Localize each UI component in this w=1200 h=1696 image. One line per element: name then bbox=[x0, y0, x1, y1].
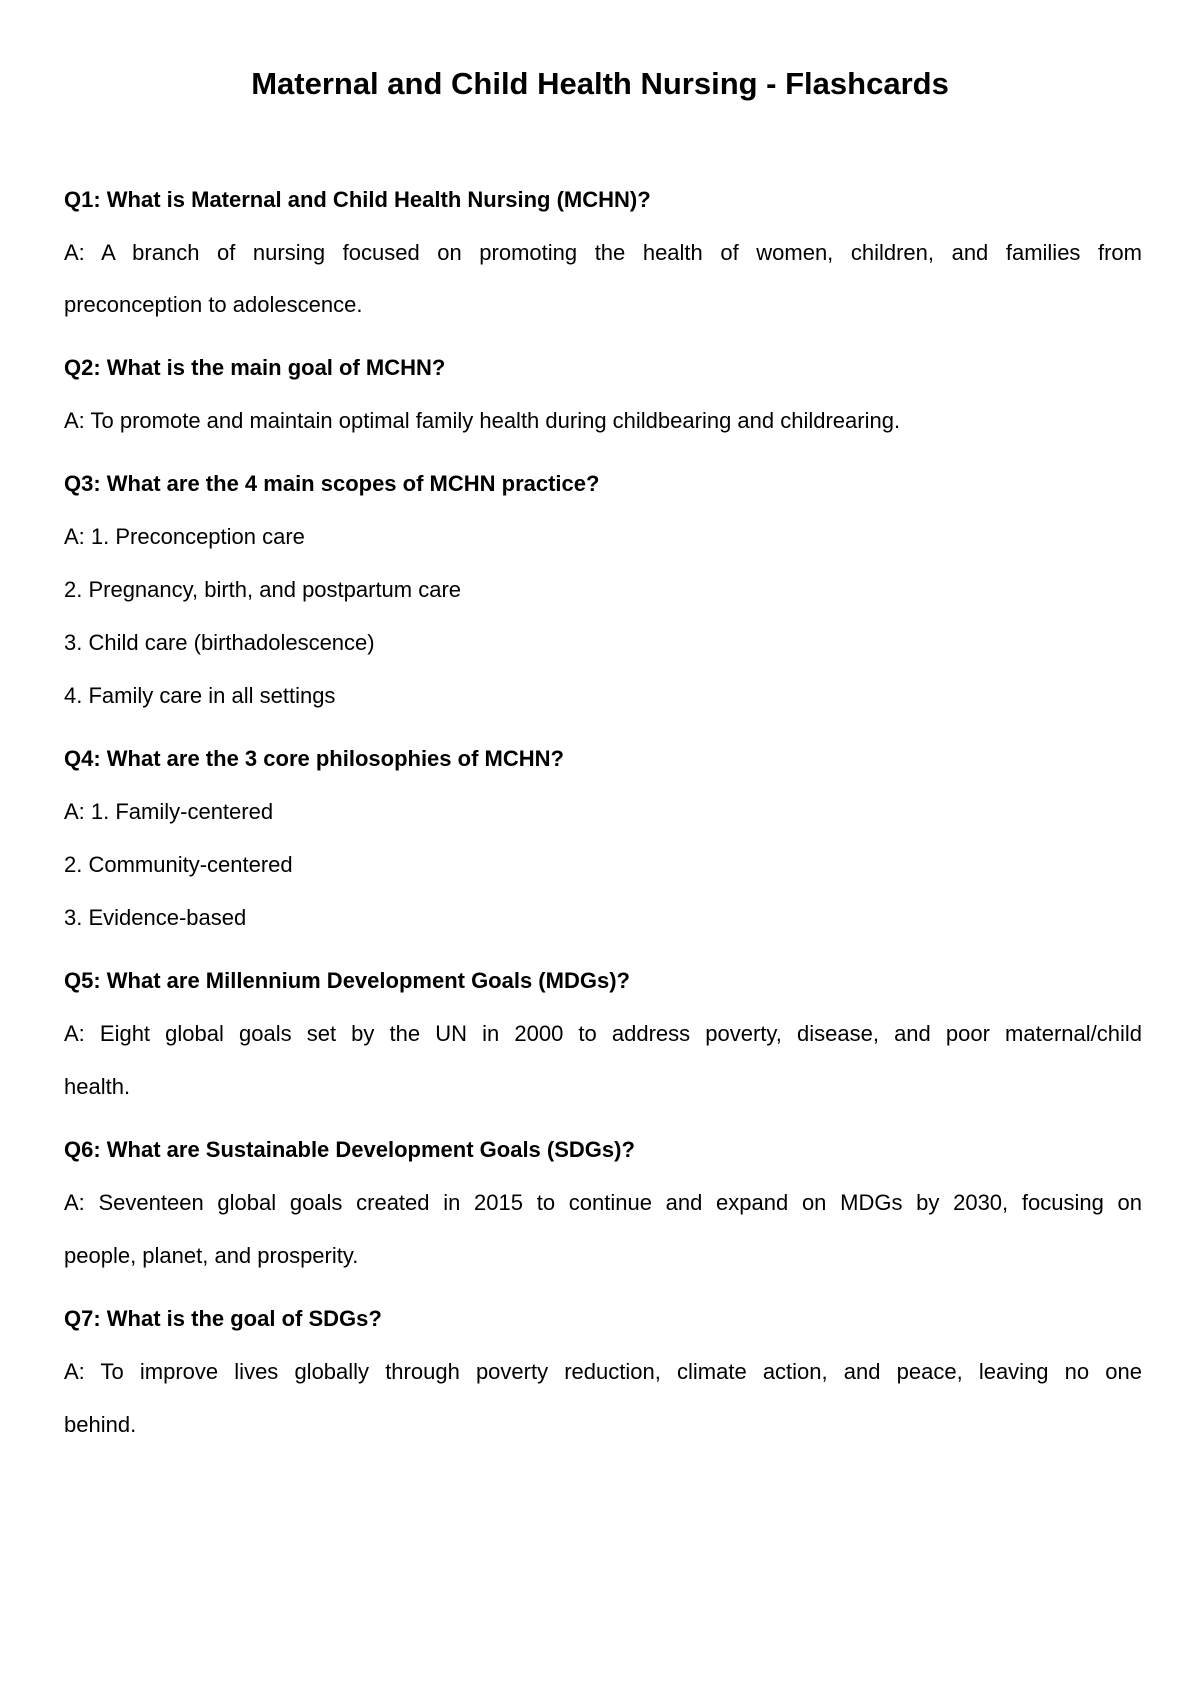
answer-1-line-1: A: A branch of nursing focused on promoting the health of women, children, and families from bbox=[64, 240, 1142, 265]
answer-4-line-2: 2. Community-centered bbox=[64, 852, 293, 877]
question-6: Q6: What are Sustainable Development Goals (SDGs)? bbox=[64, 1137, 635, 1162]
question-4: Q4: What are the 3 core philosophies of MCHN? bbox=[64, 746, 564, 771]
question-5: Q5: What are Millennium Development Goals (MDGs)? bbox=[64, 968, 630, 993]
answer-3-line-3: 3. Child care (birthadolescence) bbox=[64, 630, 375, 655]
answer-7-line-2: behind. bbox=[64, 1412, 137, 1437]
question-3: Q3: What are the 4 main scopes of MCHN practice? bbox=[64, 471, 600, 496]
answer-5-line-2: health. bbox=[64, 1074, 131, 1099]
answer-1-line-2: preconception to adolescence. bbox=[64, 292, 363, 317]
answer-3-line-2: 2. Pregnancy, birth, and postpartum care bbox=[64, 577, 462, 602]
answer-7-line-1: A: To improve lives globally through poverty reduction, climate action, and peace, leaving no one bbox=[64, 1359, 1142, 1384]
document-title: Maternal and Child Health Nursing - Flashcards bbox=[251, 66, 949, 101]
question-1: Q1: What is Maternal and Child Health Nursing (MCHN)? bbox=[64, 187, 651, 212]
question-7: Q7: What is the goal of SDGs? bbox=[64, 1306, 382, 1331]
answer-4-line-3: 3. Evidence-based bbox=[64, 905, 247, 930]
answer-6-line-2: people, planet, and prosperity. bbox=[64, 1243, 359, 1268]
answer-2-line-1: A: To promote and maintain optimal family health during childbearing and childrearing. bbox=[64, 408, 901, 433]
question-2: Q2: What is the main goal of MCHN? bbox=[64, 355, 446, 380]
answer-3-line-1: A: 1. Preconception care bbox=[64, 524, 305, 549]
answer-6-line-1: A: Seventeen global goals created in 2015 to continue and expand on MDGs by 2030, focusing on bbox=[64, 1190, 1142, 1215]
answer-5-line-1: A: Eight global goals set by the UN in 2000 to address poverty, disease, and poor maternal/child bbox=[64, 1021, 1142, 1046]
answer-3-line-4: 4. Family care in all settings bbox=[64, 683, 336, 708]
answer-4-line-1: A: 1. Family-centered bbox=[64, 799, 274, 824]
